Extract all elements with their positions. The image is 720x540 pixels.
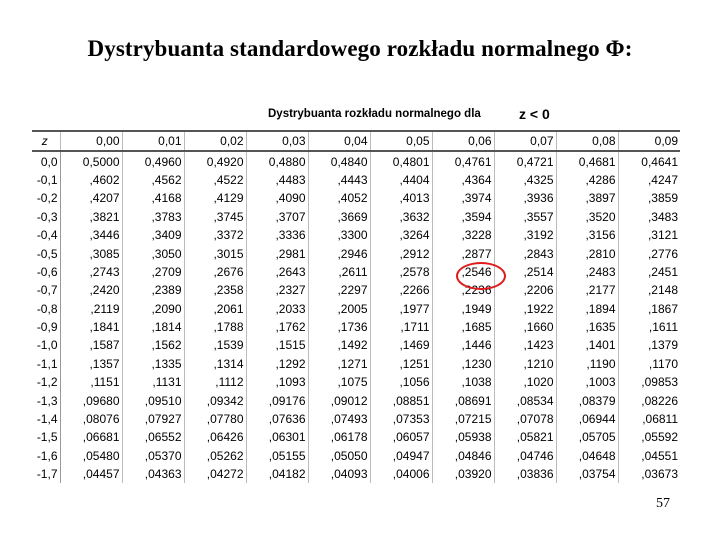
- cdf-value-cell: ,1446: [432, 336, 494, 354]
- cdf-value-cell: ,2148: [618, 281, 680, 299]
- cdf-value-cell: ,1003: [556, 373, 618, 391]
- cdf-value-cell: ,1841: [60, 318, 122, 336]
- cdf-value-cell: ,04746: [494, 447, 556, 465]
- cdf-value-cell: ,2236: [432, 281, 494, 299]
- cdf-value-cell: ,4602: [60, 171, 122, 189]
- cdf-value-cell: ,06178: [308, 428, 370, 446]
- cdf-value-cell: ,1587: [60, 336, 122, 354]
- cdf-value-cell: ,2946: [308, 244, 370, 262]
- z-value-cell: -0,8: [32, 300, 60, 318]
- cdf-value-cell: ,05592: [618, 428, 680, 446]
- cdf-value-cell: ,05155: [246, 447, 308, 465]
- cdf-value-cell: ,05262: [184, 447, 246, 465]
- cdf-value-cell: ,3669: [308, 208, 370, 226]
- cdf-value-cell: 0,4801: [370, 151, 432, 170]
- cdf-value-cell: ,3050: [122, 244, 184, 262]
- cdf-value-cell: ,3557: [494, 208, 556, 226]
- cdf-value-cell: ,07353: [370, 410, 432, 428]
- cdf-value-cell: ,06811: [618, 410, 680, 428]
- cdf-value-cell: ,03673: [618, 465, 680, 483]
- cdf-value-cell: ,04093: [308, 465, 370, 483]
- table-header-row: [32, 131, 680, 151]
- z-value-cell: -1,7: [32, 465, 60, 483]
- cdf-value-cell: ,1170: [618, 355, 680, 373]
- z-value-cell: -1,0: [32, 336, 60, 354]
- cdf-value-cell: ,4483: [246, 171, 308, 189]
- header-col: 0,09: [618, 131, 680, 151]
- cdf-value-cell: ,4286: [556, 171, 618, 189]
- cdf-value-cell: ,3121: [618, 226, 680, 244]
- cdf-value-cell: ,3446: [60, 226, 122, 244]
- table-row: [32, 355, 680, 373]
- cdf-value-cell: ,3745: [184, 208, 246, 226]
- cdf-value-cell: ,2743: [60, 263, 122, 281]
- cdf-value-cell: ,07215: [432, 410, 494, 428]
- cdf-value-cell: ,1075: [308, 373, 370, 391]
- cdf-value-cell: ,05938: [432, 428, 494, 446]
- cdf-value-cell: ,1379: [618, 336, 680, 354]
- table-row: [32, 300, 680, 318]
- cdf-value-cell: ,1894: [556, 300, 618, 318]
- cdf-value-cell: ,07780: [184, 410, 246, 428]
- header-col: 0,03: [246, 131, 308, 151]
- cdf-value-cell: ,04006: [370, 465, 432, 483]
- cdf-value-cell: ,3015: [184, 244, 246, 262]
- table-row: [32, 465, 680, 483]
- slide-title: Dystrybuanta standardowego rozkładu normalnego Φ:: [87, 36, 633, 61]
- z-value-cell: -0,4: [32, 226, 60, 244]
- cdf-value-cell: ,1271: [308, 355, 370, 373]
- cdf-value-cell: ,1685: [432, 318, 494, 336]
- cdf-value-cell: ,1949: [432, 300, 494, 318]
- z-value-cell: -0,7: [32, 281, 60, 299]
- cdf-value-cell: ,1230: [432, 355, 494, 373]
- cdf-value-cell: ,2676: [184, 263, 246, 281]
- cdf-value-cell: ,04457: [60, 465, 122, 483]
- cdf-value-cell: ,1922: [494, 300, 556, 318]
- z-value-cell: -1,6: [32, 447, 60, 465]
- cdf-value-cell: ,3300: [308, 226, 370, 244]
- cdf-value-cell: ,2177: [556, 281, 618, 299]
- table-caption-condition: z < 0: [519, 106, 550, 122]
- cdf-value-cell: ,4052: [308, 189, 370, 207]
- cdf-value-cell: ,07078: [494, 410, 556, 428]
- cdf-value-cell: ,04182: [246, 465, 308, 483]
- cdf-value-cell: ,2709: [122, 263, 184, 281]
- cdf-value-cell: ,3594: [432, 208, 494, 226]
- table-caption-text: Dystrybuanta rozkładu normalnego dla: [268, 108, 481, 120]
- cdf-value-cell: ,06426: [184, 428, 246, 446]
- cdf-value-cell: 0,4920: [184, 151, 246, 170]
- cdf-value-cell: ,2514: [494, 263, 556, 281]
- cdf-value-cell: ,4443: [308, 171, 370, 189]
- cdf-value-cell: ,1492: [308, 336, 370, 354]
- cdf-value-cell: ,1977: [370, 300, 432, 318]
- cdf-value-cell: ,3897: [556, 189, 618, 207]
- table-row: [32, 151, 680, 170]
- cdf-value-cell: ,1357: [60, 355, 122, 373]
- cdf-value-cell: ,05370: [122, 447, 184, 465]
- cdf-value-cell: 0,5000: [60, 151, 122, 170]
- cdf-value-cell: ,1423: [494, 336, 556, 354]
- cdf-value-cell: ,3520: [556, 208, 618, 226]
- header-col: 0,01: [122, 131, 184, 151]
- cdf-value-cell: ,1736: [308, 318, 370, 336]
- cdf-value-cell: ,07493: [308, 410, 370, 428]
- cdf-value-cell: ,05480: [60, 447, 122, 465]
- cdf-value-cell: ,2611: [308, 263, 370, 281]
- table-row: [32, 263, 680, 281]
- cdf-value-cell: ,3372: [184, 226, 246, 244]
- cdf-value-cell: ,05050: [308, 447, 370, 465]
- cdf-value-cell: ,03836: [494, 465, 556, 483]
- cdf-value-cell: ,3974: [432, 189, 494, 207]
- cdf-value-cell: ,3264: [370, 226, 432, 244]
- cdf-value-cell: ,1635: [556, 318, 618, 336]
- cdf-value-cell: ,1788: [184, 318, 246, 336]
- cdf-value-cell: ,03754: [556, 465, 618, 483]
- cdf-value-cell: ,1867: [618, 300, 680, 318]
- cdf-value-cell: ,07636: [246, 410, 308, 428]
- cdf-value-cell: ,1314: [184, 355, 246, 373]
- cdf-value-cell: ,3632: [370, 208, 432, 226]
- cdf-value-cell: ,1131: [122, 373, 184, 391]
- cdf-value-cell: 0,4880: [246, 151, 308, 170]
- header-col: 0,02: [184, 131, 246, 151]
- cdf-value-cell: ,05705: [556, 428, 618, 446]
- z-value-cell: -1,5: [32, 428, 60, 446]
- cdf-value-cell: ,1762: [246, 318, 308, 336]
- cdf-value-cell: ,04846: [432, 447, 494, 465]
- table-row: [32, 410, 680, 428]
- cdf-value-cell: ,09012: [308, 391, 370, 409]
- header-col: 0,08: [556, 131, 618, 151]
- cdf-value-cell: ,2776: [618, 244, 680, 262]
- cdf-value-cell: ,08076: [60, 410, 122, 428]
- cdf-value-cell: ,1038: [432, 373, 494, 391]
- cdf-value-cell: ,1151: [60, 373, 122, 391]
- cdf-value-cell: ,3821: [60, 208, 122, 226]
- z-value-cell: -1,3: [32, 391, 60, 409]
- cdf-value-cell: ,4129: [184, 189, 246, 207]
- cdf-value-cell: ,06057: [370, 428, 432, 446]
- cdf-value-cell: ,08226: [618, 391, 680, 409]
- cdf-value-cell: ,06944: [556, 410, 618, 428]
- cdf-value-cell: ,3192: [494, 226, 556, 244]
- cdf-value-cell: ,4522: [184, 171, 246, 189]
- table-row: [32, 244, 680, 262]
- cdf-value-cell: ,1335: [122, 355, 184, 373]
- cdf-value-cell: ,1562: [122, 336, 184, 354]
- cdf-value-cell: ,1469: [370, 336, 432, 354]
- table-body: [32, 151, 680, 483]
- cdf-value-cell: ,07927: [122, 410, 184, 428]
- cdf-value-cell: ,1711: [370, 318, 432, 336]
- cdf-value-cell: ,09853: [618, 373, 680, 391]
- cdf-value-cell: ,04551: [618, 447, 680, 465]
- cdf-table: [32, 130, 680, 483]
- cdf-value-cell: ,3483: [618, 208, 680, 226]
- cdf-value-cell: ,03920: [432, 465, 494, 483]
- cdf-value-cell: ,4090: [246, 189, 308, 207]
- cdf-value-cell: ,1660: [494, 318, 556, 336]
- z-value-cell: -0,1: [32, 171, 60, 189]
- cdf-value-cell: ,04272: [184, 465, 246, 483]
- cdf-value-cell: ,04648: [556, 447, 618, 465]
- cdf-value-cell: ,2297: [308, 281, 370, 299]
- z-value-cell: -0,6: [32, 263, 60, 281]
- z-value-cell: -0,3: [32, 208, 60, 226]
- normal-cdf-table-image: [32, 104, 680, 482]
- cdf-value-cell: ,1112: [184, 373, 246, 391]
- table-row: [32, 208, 680, 226]
- cdf-value-cell: ,09510: [122, 391, 184, 409]
- z-value-cell: -1,2: [32, 373, 60, 391]
- cdf-value-cell: 0,4641: [618, 151, 680, 170]
- cdf-value-cell: ,1190: [556, 355, 618, 373]
- cdf-value-cell: ,04363: [122, 465, 184, 483]
- cdf-value-cell: ,09680: [60, 391, 122, 409]
- cdf-value-cell: ,09176: [246, 391, 308, 409]
- cdf-value-cell: ,06301: [246, 428, 308, 446]
- cdf-value-cell: ,08691: [432, 391, 494, 409]
- cdf-value-cell: ,06681: [60, 428, 122, 446]
- cdf-value-cell: 0,4681: [556, 151, 618, 170]
- cdf-value-cell: ,2033: [246, 300, 308, 318]
- table-row: [32, 189, 680, 207]
- header-col: 0,05: [370, 131, 432, 151]
- cdf-value-cell: ,2483: [556, 263, 618, 281]
- cdf-value-cell: ,3336: [246, 226, 308, 244]
- cdf-value-cell: ,3409: [122, 226, 184, 244]
- cdf-value-cell: ,4325: [494, 171, 556, 189]
- cdf-value-cell: ,05821: [494, 428, 556, 446]
- table-row: [32, 171, 680, 189]
- cdf-value-cell: ,4404: [370, 171, 432, 189]
- cdf-value-cell: ,4247: [618, 171, 680, 189]
- cdf-value-cell: ,1056: [370, 373, 432, 391]
- z-value-cell: -0,5: [32, 244, 60, 262]
- cdf-value-cell: ,1020: [494, 373, 556, 391]
- cdf-value-cell: ,2843: [494, 244, 556, 262]
- cdf-value-cell: 0,4761: [432, 151, 494, 170]
- cdf-value-cell: ,2389: [122, 281, 184, 299]
- table-row: [32, 318, 680, 336]
- cdf-value-cell: ,2420: [60, 281, 122, 299]
- cdf-value-cell: ,1401: [556, 336, 618, 354]
- z-value-cell: -0,9: [32, 318, 60, 336]
- cdf-value-cell: ,1093: [246, 373, 308, 391]
- cdf-value-cell: ,09342: [184, 391, 246, 409]
- cdf-value-cell: ,1210: [494, 355, 556, 373]
- cdf-value-cell: ,1611: [618, 318, 680, 336]
- table-row: [32, 447, 680, 465]
- cdf-value-cell: ,2206: [494, 281, 556, 299]
- cdf-value-cell: ,1539: [184, 336, 246, 354]
- cdf-value-cell: ,3156: [556, 226, 618, 244]
- cdf-value-cell: ,4207: [60, 189, 122, 207]
- cdf-value-cell: ,1814: [122, 318, 184, 336]
- header-col: 0,00: [60, 131, 122, 151]
- cdf-value-cell: ,1251: [370, 355, 432, 373]
- cdf-value-cell: 0,4721: [494, 151, 556, 170]
- cdf-value-cell: ,08851: [370, 391, 432, 409]
- cdf-value-cell: ,4562: [122, 171, 184, 189]
- cdf-value-cell: ,2327: [246, 281, 308, 299]
- cdf-value-cell: ,1292: [246, 355, 308, 373]
- cdf-value-cell: ,3859: [618, 189, 680, 207]
- z-value-cell: -1,1: [32, 355, 60, 373]
- page-number: 57: [656, 496, 670, 511]
- cdf-value-cell: ,2981: [246, 244, 308, 262]
- table-row: [32, 281, 680, 299]
- cdf-value-cell: ,2877: [432, 244, 494, 262]
- cdf-value-cell: ,3783: [122, 208, 184, 226]
- cdf-value-cell: ,2090: [122, 300, 184, 318]
- cdf-value-cell: ,2061: [184, 300, 246, 318]
- cdf-value-cell: ,4364: [432, 171, 494, 189]
- cdf-value-cell: ,08379: [556, 391, 618, 409]
- header-z: z: [32, 131, 60, 151]
- cdf-value-cell: ,2810: [556, 244, 618, 262]
- cdf-value-cell: ,3707: [246, 208, 308, 226]
- cdf-value-cell: ,2643: [246, 263, 308, 281]
- cdf-value-cell: ,2119: [60, 300, 122, 318]
- cdf-value-cell: ,2451: [618, 263, 680, 281]
- cdf-value-cell: ,3085: [60, 244, 122, 262]
- cdf-value-cell: ,3936: [494, 189, 556, 207]
- cdf-value-cell: ,4013: [370, 189, 432, 207]
- table-row: [32, 336, 680, 354]
- z-value-cell: -0,2: [32, 189, 60, 207]
- cdf-value-cell: ,2005: [308, 300, 370, 318]
- cdf-value-cell: ,2578: [370, 263, 432, 281]
- cdf-value-cell: ,2358: [184, 281, 246, 299]
- table-row: [32, 391, 680, 409]
- cdf-value-cell: 0,4840: [308, 151, 370, 170]
- cdf-value-cell: ,2546: [432, 263, 494, 281]
- cdf-value-cell: ,06552: [122, 428, 184, 446]
- table-row: [32, 373, 680, 391]
- header-col: 0,07: [494, 131, 556, 151]
- cdf-value-cell: ,04947: [370, 447, 432, 465]
- cdf-value-cell: ,08534: [494, 391, 556, 409]
- table-row: [32, 226, 680, 244]
- cdf-value-cell: ,4168: [122, 189, 184, 207]
- table-row: [32, 428, 680, 446]
- z-value-cell: -1,4: [32, 410, 60, 428]
- cdf-value-cell: ,2266: [370, 281, 432, 299]
- cdf-value-cell: ,1515: [246, 336, 308, 354]
- header-col: 0,04: [308, 131, 370, 151]
- cdf-value-cell: ,2912: [370, 244, 432, 262]
- z-value-cell: 0,0: [32, 151, 60, 170]
- cdf-value-cell: 0,4960: [122, 151, 184, 170]
- header-col: 0,06: [432, 131, 494, 151]
- cdf-value-cell: ,3228: [432, 226, 494, 244]
